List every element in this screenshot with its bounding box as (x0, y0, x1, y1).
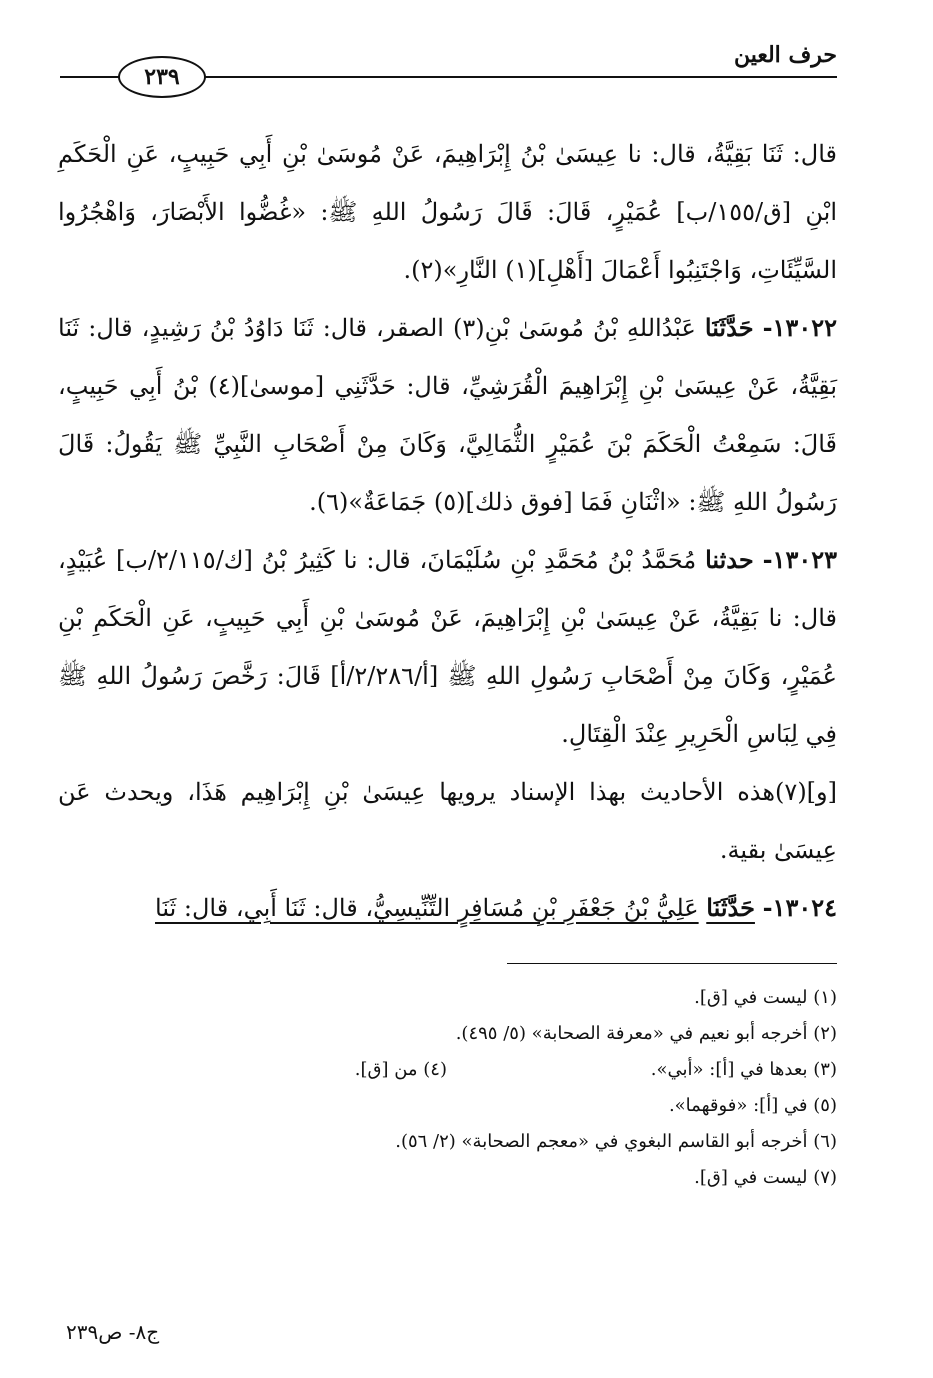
footnote-2: (٢) أخرجه أبو نعيم في «معرفة الصحابة» (٥/ ٤٩٥). (455, 1023, 837, 1044)
footnote-6: (٦) أخرجه أبو القاسم البغوي في «معجم الصحابة» (٢/ ٥٦). (395, 1131, 837, 1152)
hadith-13024 (58, 879, 837, 937)
footnote-separator (507, 963, 837, 964)
footnotes (58, 980, 837, 1196)
footnote-7: (٧) ليست في [ق]. (694, 1167, 837, 1188)
page-number: ٢٣٩ (144, 64, 180, 90)
paragraph-note: [و](٧)هذه الأحاديث بهذا الإسناد يرويها عِيسَىٰ بْنِ إِبْرَاهِيم هَذَا، ويحدث عَن عِيسَىٰ بقية. (58, 778, 837, 864)
footnote-4: (٤) من [ق]. (354, 1059, 447, 1080)
hadith-13023 (58, 531, 837, 763)
haddathana-word: حَدَّثَنَا (706, 893, 755, 922)
main-text (58, 125, 837, 937)
haddathana-word: حدثنا (705, 545, 754, 574)
hadith-number: ١٣٠٢٢- (762, 313, 837, 342)
footnote-1: (١) ليست في [ق]. (694, 987, 837, 1008)
page-reference: ج٨- ص٢٣٩ (66, 1320, 160, 1344)
hadith-number: ١٣٠٢٣- (762, 545, 837, 574)
hadith-text: مُحَمَّدُ بْنُ مُحَمَّدِ بْنِ سُلَيْمَانَ، قال: نا كَثِيرُ بْنُ [ك/٢/١١٥/ب] عُبَيْدٍ، قال: نا بَقِيَّةُ، عَنْ عِيسَىٰ بْنِ إِبْرَاهِيمَ، عَنْ مُوسَىٰ بْنِ أَبِي حَبِيبٍ، عَنِ الْحَكَمِ بْنِ عُمَيْرٍ، وَكَانَ مِنْ أَصْحَابِ رَسُولِ اللهِ ﷺ [أ/٢/٢٨٦/أ] قَالَ: رَخَّصَ رَسُولُ اللهِ ﷺ فِي لِبَاسِ الْحَرِيرِ عِنْدَ الْقِتَالِ. (58, 546, 838, 748)
haddathana-word: حَدَّثَنَا (704, 313, 754, 342)
footnote-5: (٥) في [أ]: «فوقهما». (668, 1095, 837, 1116)
hadith-13022 (58, 299, 837, 531)
hadith-number: ١٣٠٢٤- (762, 893, 837, 922)
hadith-text: عَلِيُّ بْنُ جَعْفَرِ بْنِ مُسَافِرٍ التِّنِّيسِيُّ، قال: ثَنَا أَبِي، قال: ثَنَا (155, 894, 699, 922)
paragraph-1: قال: ثَنَا بَقِيَّةُ، قال: نا عِيسَىٰ بْنُ إِبْرَاهِيمَ، عَنْ مُوسَىٰ بْنِ أَبِي حَبِيبٍ، عَنِ الْحَكَمِ ابْنِ [ق/١٥٥/ب] عُمَيْرٍ، قَالَ: قَالَ رَسُولُ اللهِ ﷺ: «غُضُّوا الأَبْصَارَ، وَاهْجُرُوا السَّيِّئَاتِ، وَاجْتَنِبُوا أَعْمَالَ [أَهْلِ](١) النَّارِ»(٢). (58, 140, 837, 284)
page-header (60, 40, 837, 100)
footnote-row-3-4 (58, 1052, 837, 1088)
chapter-title: حرف العين (733, 42, 837, 68)
footnote-3: (٣) بعدها في [أ]: «أبي». (650, 1059, 837, 1080)
hadith-text: عَبْدُاللهِ بْنُ مُوسَىٰ بْنِ(٣) الصقر، قال: ثَنَا دَاوُدُ بْنُ رَشِيدٍ، قال: ثَنَا بَقِيَّةُ، عَنْ عِيسَىٰ بْنِ إِبْرَاهِيمَ الْقُرَشِيِّ، قال: حَدَّثَنِي [موسىٰ](٤) بْنُ أَبِي حَبِيبٍ، قَالَ: سَمِعْتُ الْحَكَمَ بْنَ عُمَيْرٍ الثُّمَالِيَّ، وَكَانَ مِنْ أَصْحَابِ النَّبِيِّ ﷺ يَقُولُ: قَالَ رَسُولُ اللهِ ﷺ: «اثْنَانِ فَمَا [فوق ذلك](٥) جَمَاعَةٌ»(٦). (58, 314, 837, 516)
page-number-oval (118, 56, 206, 98)
